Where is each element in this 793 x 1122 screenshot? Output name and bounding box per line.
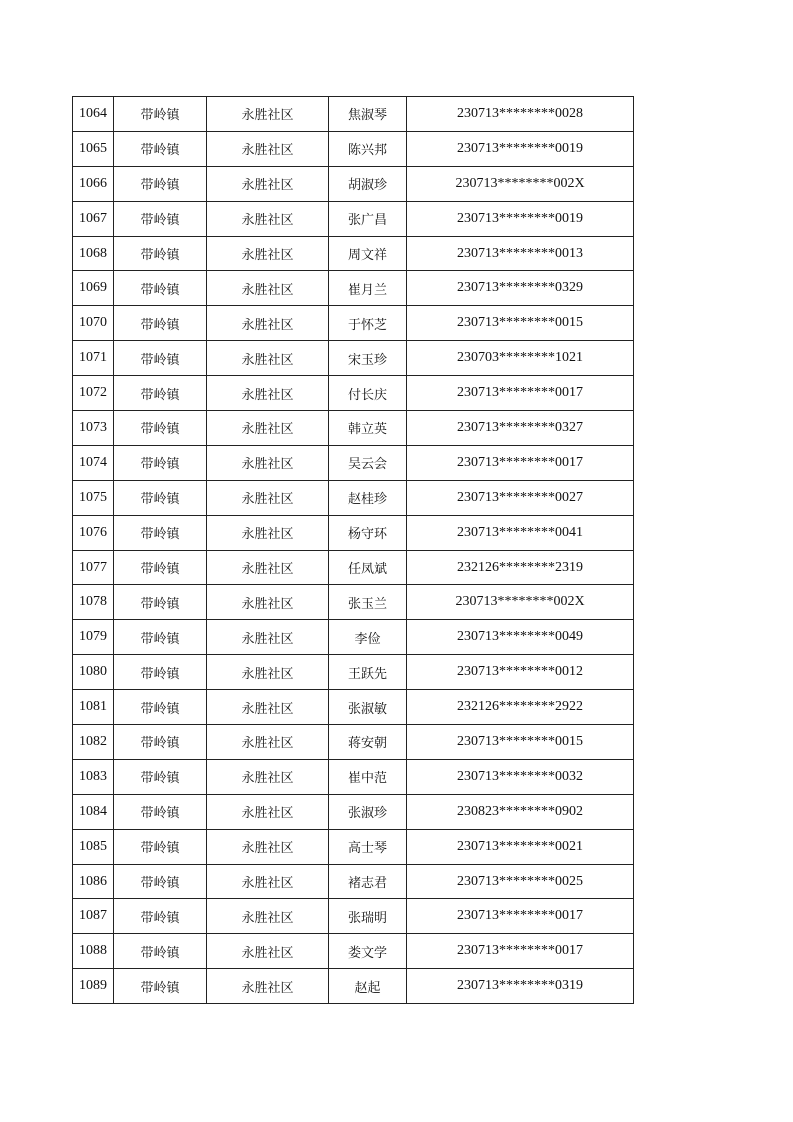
person-name-cell: 杨守环 [329,515,407,550]
table-row [73,655,634,690]
community-cell: 永胜社区 [207,690,329,725]
community-cell: 永胜社区 [207,515,329,550]
id-number-cell: 230713********0015 [407,306,634,341]
person-name-cell: 宋玉珍 [329,341,407,376]
id-number-cell: 230823********0902 [407,794,634,829]
person-name-cell: 韩立英 [329,411,407,446]
row-number-cell: 1085 [73,829,114,864]
table-row [73,620,634,655]
town-cell: 带岭镇 [114,376,207,411]
id-number-cell: 230713********0327 [407,411,634,446]
person-name-cell: 高士琴 [329,829,407,864]
id-number-cell: 230713********0319 [407,969,634,1004]
community-cell: 永胜社区 [207,969,329,1004]
town-cell: 带岭镇 [114,690,207,725]
id-number-cell: 230713********0027 [407,480,634,515]
town-cell: 带岭镇 [114,271,207,306]
person-name-cell: 任凤斌 [329,550,407,585]
community-cell: 永胜社区 [207,236,329,271]
table-row [73,725,634,760]
row-number-cell: 1066 [73,166,114,201]
town-cell: 带岭镇 [114,445,207,480]
table-row [73,376,634,411]
person-name-cell: 焦淑琴 [329,97,407,132]
town-cell: 带岭镇 [114,306,207,341]
row-number-cell: 1070 [73,306,114,341]
row-number-cell: 1073 [73,411,114,446]
table-row [73,759,634,794]
id-number-cell: 232126********2922 [407,690,634,725]
row-number-cell: 1087 [73,899,114,934]
row-number-cell: 1078 [73,585,114,620]
id-number-cell: 230713********0041 [407,515,634,550]
community-cell: 永胜社区 [207,794,329,829]
town-cell: 带岭镇 [114,236,207,271]
table-row [73,306,634,341]
town-cell: 带岭镇 [114,97,207,132]
table-row [73,829,634,864]
row-number-cell: 1068 [73,236,114,271]
row-number-cell: 1082 [73,725,114,760]
table-row [73,794,634,829]
town-cell: 带岭镇 [114,411,207,446]
town-cell: 带岭镇 [114,934,207,969]
person-name-cell: 张瑞明 [329,899,407,934]
id-number-cell: 230713********0019 [407,131,634,166]
person-name-cell: 张淑珍 [329,794,407,829]
row-number-cell: 1069 [73,271,114,306]
person-name-cell: 赵桂珍 [329,480,407,515]
community-cell: 永胜社区 [207,480,329,515]
community-cell: 永胜社区 [207,934,329,969]
person-name-cell: 张玉兰 [329,585,407,620]
id-number-cell: 230713********0015 [407,725,634,760]
community-cell: 永胜社区 [207,585,329,620]
id-number-cell: 230713********0017 [407,899,634,934]
person-name-cell: 张广昌 [329,201,407,236]
table-row [73,445,634,480]
row-number-cell: 1075 [73,480,114,515]
community-cell: 永胜社区 [207,201,329,236]
row-number-cell: 1079 [73,620,114,655]
community-cell: 永胜社区 [207,445,329,480]
table-row [73,515,634,550]
roster-table [72,96,634,1004]
id-number-cell: 230713********0019 [407,201,634,236]
community-cell: 永胜社区 [207,131,329,166]
row-number-cell: 1081 [73,690,114,725]
town-cell: 带岭镇 [114,550,207,585]
id-number-cell: 230713********002X [407,585,634,620]
town-cell: 带岭镇 [114,759,207,794]
table-row [73,341,634,376]
town-cell: 带岭镇 [114,515,207,550]
town-cell: 带岭镇 [114,725,207,760]
person-name-cell: 胡淑珍 [329,166,407,201]
table-row [73,899,634,934]
row-number-cell: 1076 [73,515,114,550]
id-number-cell: 230713********0025 [407,864,634,899]
row-number-cell: 1084 [73,794,114,829]
id-number-cell: 230713********0017 [407,445,634,480]
town-cell: 带岭镇 [114,655,207,690]
town-cell: 带岭镇 [114,620,207,655]
id-number-cell: 232126********2319 [407,550,634,585]
table-row [73,934,634,969]
town-cell: 带岭镇 [114,794,207,829]
community-cell: 永胜社区 [207,864,329,899]
table-row [73,480,634,515]
id-number-cell: 230713********0028 [407,97,634,132]
row-number-cell: 1071 [73,341,114,376]
person-name-cell: 崔月兰 [329,271,407,306]
table-row [73,585,634,620]
person-name-cell: 周文祥 [329,236,407,271]
id-number-cell: 230713********0329 [407,271,634,306]
person-name-cell: 赵起 [329,969,407,1004]
town-cell: 带岭镇 [114,341,207,376]
roster-table-body [73,97,634,1004]
town-cell: 带岭镇 [114,131,207,166]
row-number-cell: 1086 [73,864,114,899]
community-cell: 永胜社区 [207,306,329,341]
town-cell: 带岭镇 [114,585,207,620]
table-row [73,969,634,1004]
id-number-cell: 230703********1021 [407,341,634,376]
community-cell: 永胜社区 [207,376,329,411]
row-number-cell: 1080 [73,655,114,690]
table-row [73,690,634,725]
table-row [73,271,634,306]
table-row [73,131,634,166]
town-cell: 带岭镇 [114,899,207,934]
row-number-cell: 1077 [73,550,114,585]
community-cell: 永胜社区 [207,411,329,446]
community-cell: 永胜社区 [207,759,329,794]
person-name-cell: 付长庆 [329,376,407,411]
community-cell: 永胜社区 [207,166,329,201]
person-name-cell: 张淑敏 [329,690,407,725]
person-name-cell: 褚志君 [329,864,407,899]
community-cell: 永胜社区 [207,271,329,306]
id-number-cell: 230713********0049 [407,620,634,655]
town-cell: 带岭镇 [114,969,207,1004]
table-row [73,236,634,271]
community-cell: 永胜社区 [207,829,329,864]
person-name-cell: 王跃先 [329,655,407,690]
table-row [73,201,634,236]
table-row [73,864,634,899]
table-row [73,411,634,446]
community-cell: 永胜社区 [207,655,329,690]
person-name-cell: 李俭 [329,620,407,655]
id-number-cell: 230713********0021 [407,829,634,864]
person-name-cell: 陈兴邦 [329,131,407,166]
id-number-cell: 230713********0013 [407,236,634,271]
id-number-cell: 230713********0012 [407,655,634,690]
table-row [73,550,634,585]
row-number-cell: 1089 [73,969,114,1004]
town-cell: 带岭镇 [114,201,207,236]
town-cell: 带岭镇 [114,864,207,899]
community-cell: 永胜社区 [207,550,329,585]
community-cell: 永胜社区 [207,899,329,934]
community-cell: 永胜社区 [207,341,329,376]
row-number-cell: 1065 [73,131,114,166]
id-number-cell: 230713********0017 [407,934,634,969]
town-cell: 带岭镇 [114,480,207,515]
row-number-cell: 1072 [73,376,114,411]
row-number-cell: 1074 [73,445,114,480]
person-name-cell: 崔中范 [329,759,407,794]
community-cell: 永胜社区 [207,725,329,760]
row-number-cell: 1067 [73,201,114,236]
person-name-cell: 娄文学 [329,934,407,969]
row-number-cell: 1083 [73,759,114,794]
id-number-cell: 230713********0017 [407,376,634,411]
town-cell: 带岭镇 [114,829,207,864]
id-number-cell: 230713********0032 [407,759,634,794]
id-number-cell: 230713********002X [407,166,634,201]
table-row [73,166,634,201]
community-cell: 永胜社区 [207,620,329,655]
person-name-cell: 蒋安朝 [329,725,407,760]
town-cell: 带岭镇 [114,166,207,201]
person-name-cell: 于怀芝 [329,306,407,341]
person-name-cell: 吴云会 [329,445,407,480]
row-number-cell: 1064 [73,97,114,132]
row-number-cell: 1088 [73,934,114,969]
community-cell: 永胜社区 [207,97,329,132]
table-row [73,97,634,132]
